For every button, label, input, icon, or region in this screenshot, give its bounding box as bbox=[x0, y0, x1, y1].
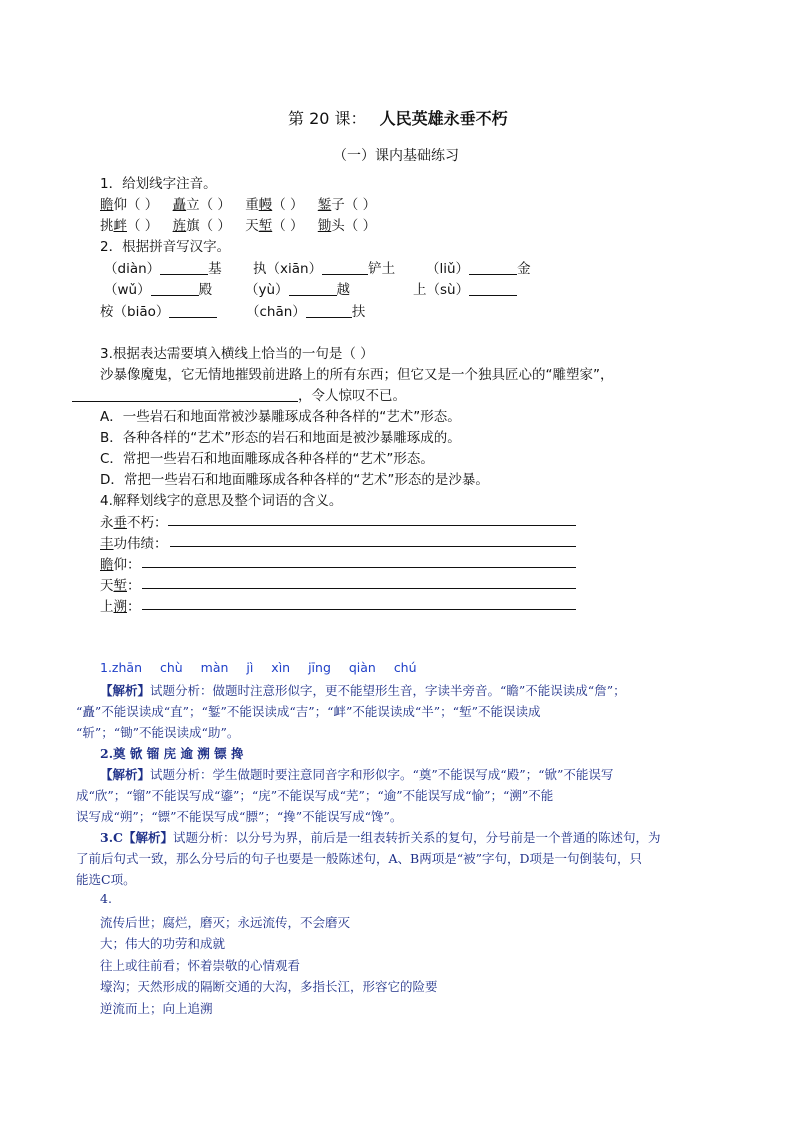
answer-3-cont: 能选C项。 bbox=[76, 872, 136, 887]
q1-row2 bbox=[100, 214, 376, 234]
answer-1-analysis-cont: “斩”；“锄”不能误读成“助”。 bbox=[76, 725, 240, 740]
q1-row1 bbox=[100, 193, 376, 213]
q2-item: 桉（biāo） bbox=[100, 300, 217, 320]
q4-term: 丰功伟绩： bbox=[100, 536, 168, 552]
section-subtitle: （一）课内基础练习 bbox=[333, 148, 459, 164]
answer-4-item: 壕沟；天然形成的隔断交通的大沟，多指长江，形容它的险要 bbox=[100, 979, 438, 994]
q2-item: （chān） 扶 bbox=[246, 304, 366, 320]
answer-1-analysis-cont: “矗”不能误读成“直”；“錾”不能误读成“吉”；“衅”不能误读成“半”；“堑”不能误读成 bbox=[76, 704, 541, 719]
answer-2-analysis: 【解析】试题分析：学生做题时要注意同音字和形似字。“奠”不能误写成“殿”；“锨”不能误写 bbox=[100, 767, 614, 782]
lesson-name: 人民英雄永垂不朽 bbox=[379, 109, 508, 128]
answer-1-pinyin: 1.zhān chù màn jì xìn jīng qiàn chú bbox=[100, 660, 417, 675]
q1-item: 天堑（ ） bbox=[245, 218, 304, 234]
q2-item: （diàn） 基 bbox=[104, 261, 222, 277]
q1-item: 瞻仰（ ） bbox=[100, 197, 159, 213]
answer-line bbox=[142, 588, 576, 589]
q4-term: 上溯： bbox=[100, 599, 141, 615]
q4-term: 天堑： bbox=[100, 578, 141, 594]
q3-prompt: 3.根据表达需要填入横线上恰当的一句是（ ） bbox=[100, 346, 374, 362]
answer-2-analysis-cont: 误写成“朔”；“镖”不能误写成“膘”；“搀”不能误写成“馋”。 bbox=[76, 809, 403, 824]
q2-item: （wǔ） 殿 bbox=[104, 282, 213, 298]
q1-item: 重幔（ ） bbox=[245, 197, 304, 213]
q1-item: 錾子（ ） bbox=[317, 197, 377, 213]
q2-item: 执（xiān） 铲土 bbox=[253, 261, 396, 277]
q3-text-blank: ，令人惊叹不已。 bbox=[72, 384, 406, 404]
answer-line bbox=[142, 567, 576, 568]
q1-item: 旌旗（ ） bbox=[172, 218, 231, 234]
lesson-title bbox=[288, 106, 508, 129]
answer-4-label: 4. bbox=[100, 891, 112, 906]
q2-item: （yù） 越 bbox=[245, 282, 351, 298]
answer-2-words: 2.奠 锨 镏 庑 逾 溯 镖 搀 bbox=[100, 746, 244, 761]
answer-3-cont: 了前后句式一致，那么分号后的句子也要是一般陈述句，A、B两项是“被”字句，D项是一句倒装句，只 bbox=[76, 851, 643, 866]
q3-text: 沙暴像魔鬼，它无情地摧毁前进路上的所有东西；但它又是一个独具匠心的“雕塑家”， bbox=[100, 367, 614, 383]
answer-line bbox=[170, 546, 576, 547]
answer-2-analysis-cont: 成“欣”；“镏”不能误写成“鎏”；“庑”不能误写成“芜”；“逾”不能误写成“愉”；“溯”不能 bbox=[76, 788, 554, 803]
answer-4-item: 流传后世；腐烂，磨灭；永远流传，不会磨灭 bbox=[100, 915, 351, 930]
q1-prompt: 1．给划线字注音。 bbox=[100, 176, 217, 192]
q1-item: 挑衅（ ） bbox=[100, 218, 159, 234]
q1-item: 锄头（ ） bbox=[317, 218, 377, 234]
answer-4-item: 大；伟大的功劳和成就 bbox=[100, 936, 226, 951]
q3-option-b: B．各种各样的“艺术”形态的岩石和地面是被沙暴雕琢成的。 bbox=[100, 430, 461, 446]
q3-option-c: C．常把一些岩石和地面雕琢成各种各样的“艺术”形态。 bbox=[100, 451, 434, 467]
answer-line bbox=[168, 525, 576, 526]
answer-4-item: 逆流而上；向上追溯 bbox=[100, 1001, 213, 1016]
q1-item: 矗立（ ） bbox=[172, 197, 231, 213]
q2-prompt: 2．根据拼音写汉字。 bbox=[100, 239, 231, 255]
q2-item: 上（sù） bbox=[413, 278, 517, 298]
lesson-number: 第 20 课： bbox=[288, 109, 367, 128]
answer-1-analysis: 【解析】试题分析：做题时注意形似字，更不能望形生音，字读半旁音。“瞻”不能误读成“詹”； bbox=[100, 683, 626, 698]
answer-line bbox=[142, 609, 576, 610]
q4-term: 永垂不朽： bbox=[100, 515, 168, 531]
q4-prompt: 4.解释划线字的意思及整个词语的含义。 bbox=[100, 493, 343, 509]
answer-4-item: 往上或往前看；怀着崇敬的心情观看 bbox=[100, 958, 301, 973]
q2-item: （liǔ） 金 bbox=[426, 261, 531, 277]
q3-option-a: A．一些岩石和地面常被沙暴雕琢成各种各样的“艺术”形态。 bbox=[100, 409, 461, 425]
q3-option-d: D．常把一些岩石和地面雕琢成各种各样的“艺术”形态的是沙暴。 bbox=[100, 472, 489, 488]
answer-3: 3.C【解析】试题分析：以分号为界，前后是一组表转折关系的复句，分号前是一个普通的陈述句，为 bbox=[100, 830, 661, 845]
q4-term: 瞻仰： bbox=[100, 557, 141, 573]
